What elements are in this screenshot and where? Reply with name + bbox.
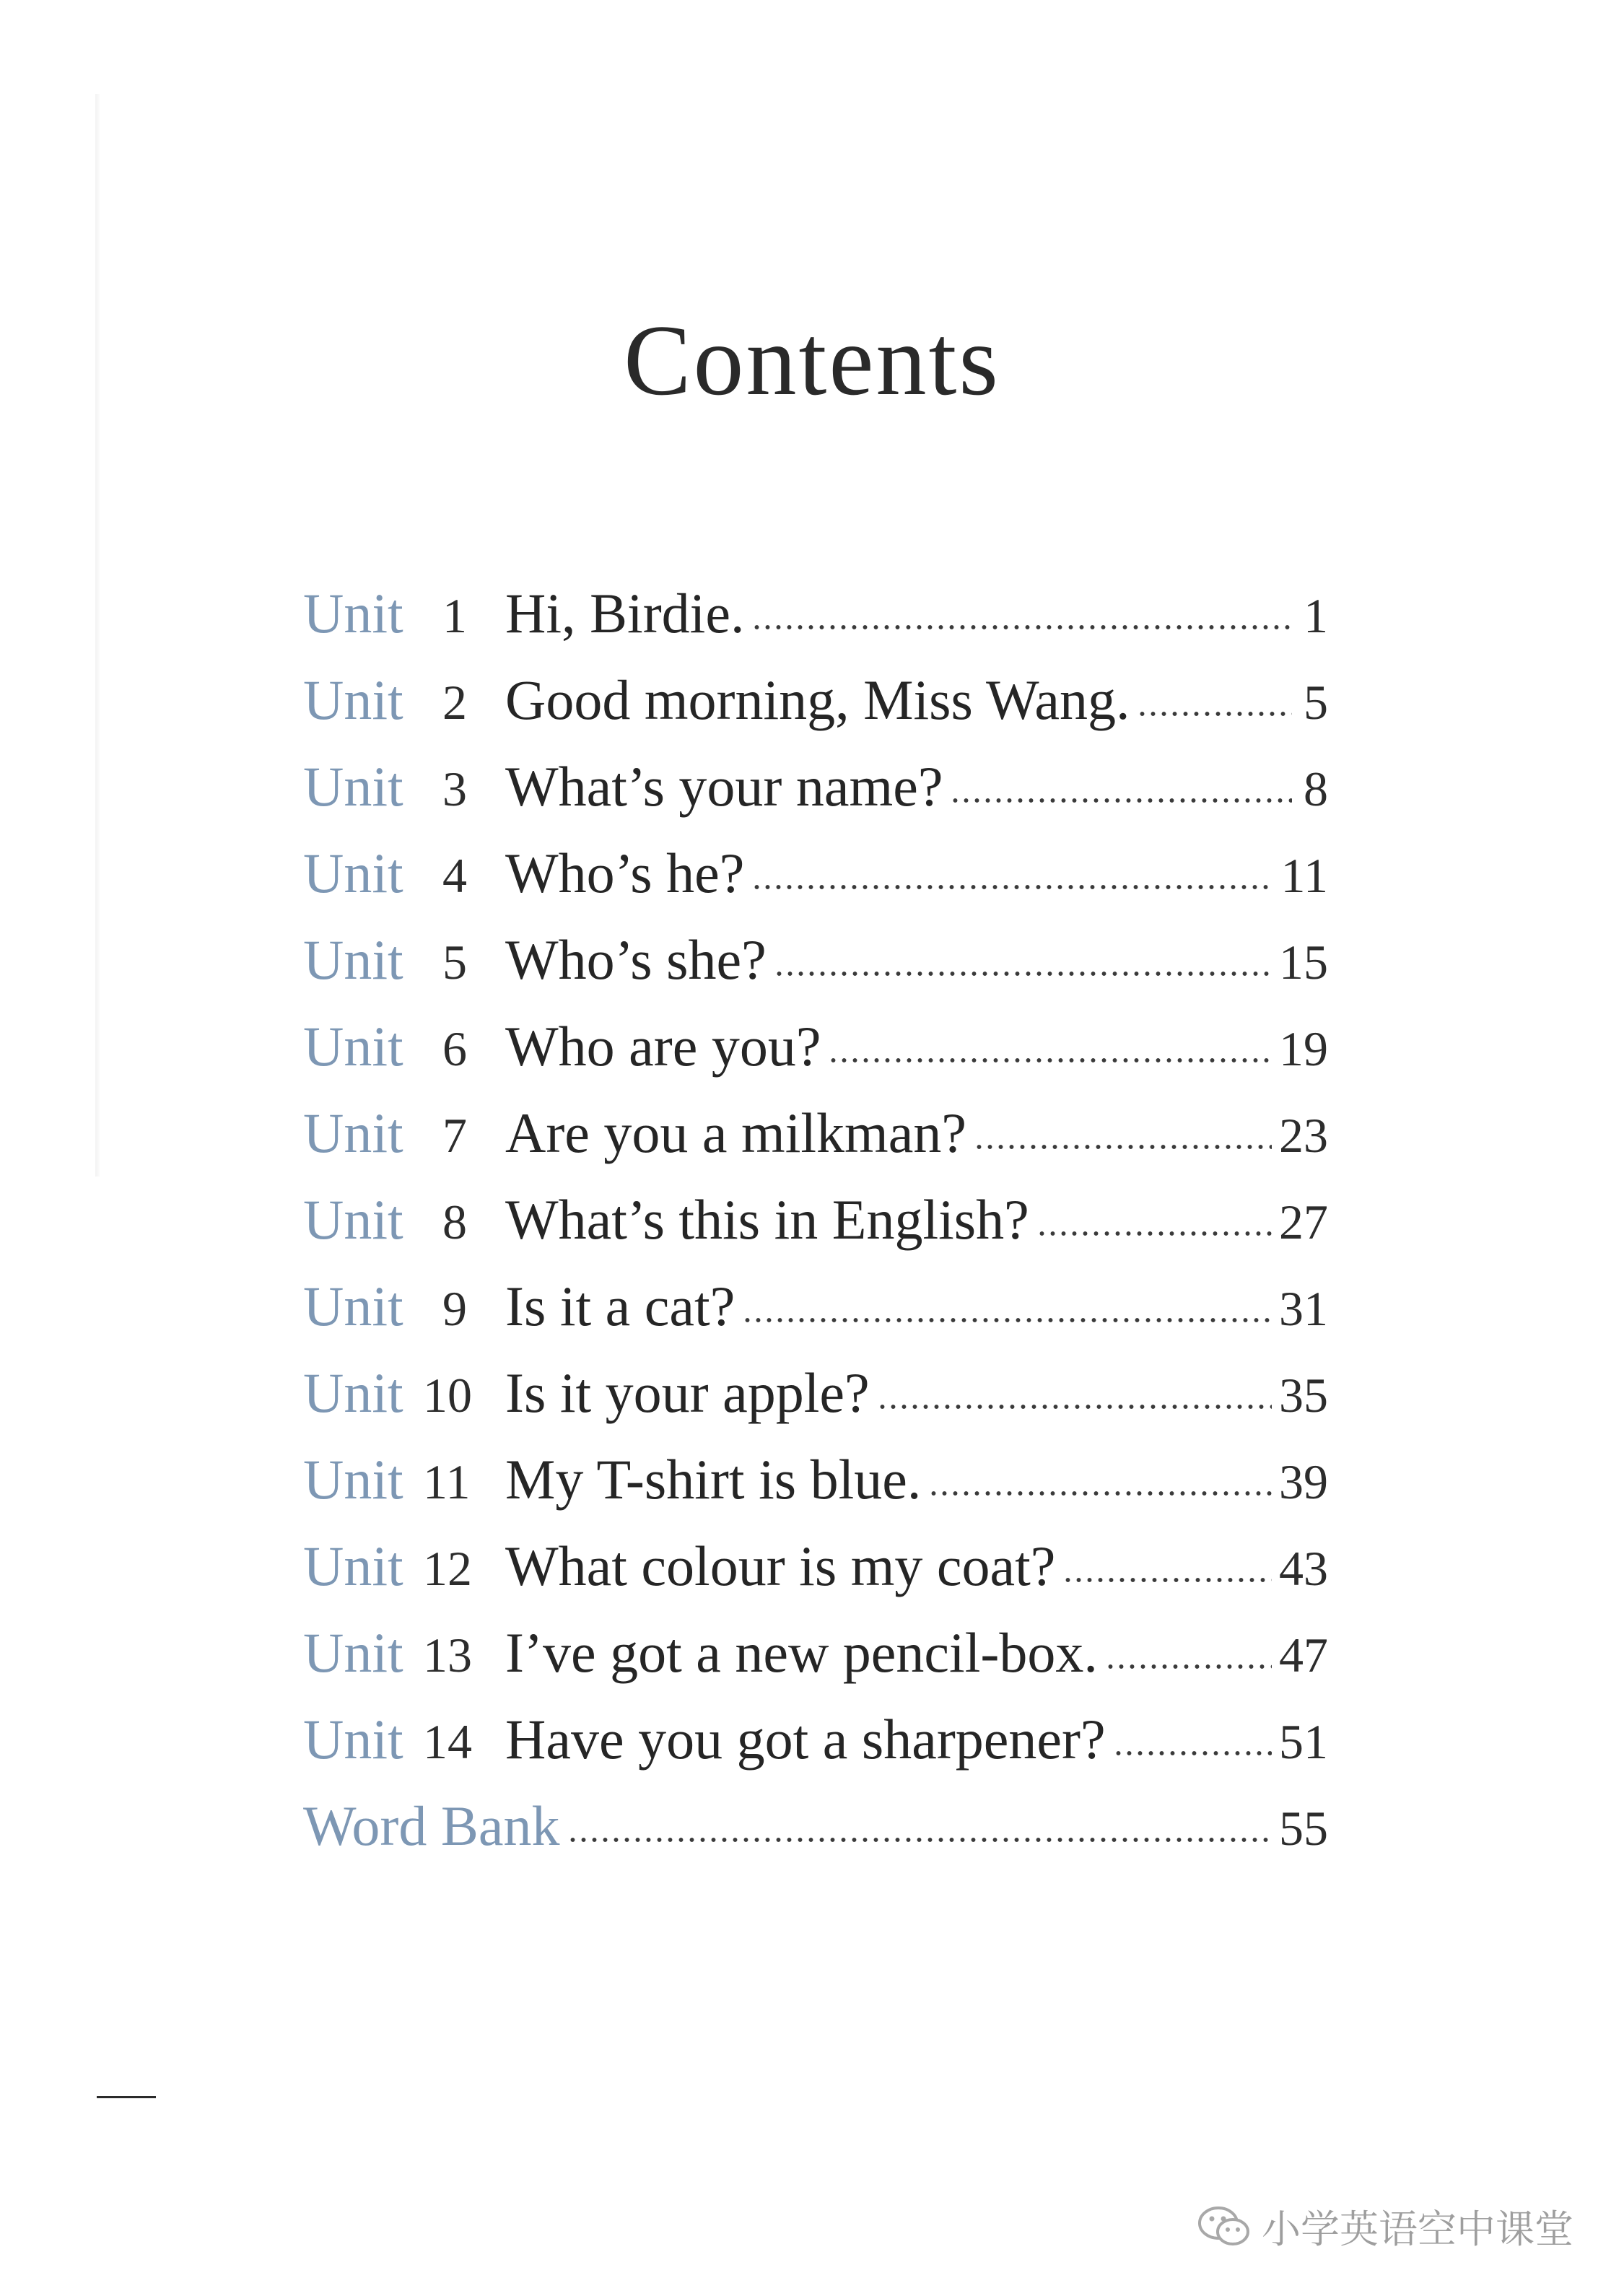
page-number: 23 [1279, 1108, 1328, 1163]
dot-leader [751, 883, 1273, 891]
toc-entry-unit-2[interactable] [303, 657, 1328, 743]
unit-number: 13 [423, 1628, 472, 1682]
dot-leader [1036, 1230, 1272, 1237]
unit-label: Unit [303, 1275, 403, 1337]
dot-leader [751, 624, 1292, 631]
unit-label: Unit [303, 582, 403, 645]
page-number: 51 [1279, 1714, 1328, 1769]
page-number: 11 [1280, 848, 1328, 903]
toc-entry-unit-7[interactable] [303, 1090, 1328, 1177]
page-number: 47 [1279, 1628, 1328, 1682]
unit-label: Unit [303, 1361, 403, 1424]
page-number: 35 [1279, 1368, 1328, 1423]
unit-number: 14 [423, 1714, 472, 1769]
dot-leader [1062, 1576, 1272, 1584]
unit-label: Unit [303, 1101, 403, 1164]
unit-label: Unit [303, 842, 403, 904]
page-number: 55 [1279, 1801, 1328, 1856]
page-number: 43 [1279, 1541, 1328, 1596]
page-number: 1 [1304, 588, 1328, 643]
wechat-icon [1197, 2204, 1252, 2249]
unit-label: Unit [303, 1015, 403, 1078]
unit-number: 1 [442, 588, 467, 643]
toc-entry-word-bank[interactable] [303, 1783, 1328, 1869]
unit-number: 7 [442, 1108, 467, 1163]
table-of-contents [303, 570, 1328, 1869]
page-edge [95, 94, 100, 1177]
page-number: 27 [1279, 1195, 1328, 1249]
toc-entry-unit-5[interactable] [303, 917, 1328, 1003]
unit-number: 12 [423, 1541, 472, 1596]
dot-leader [742, 1317, 1272, 1324]
unit-number: 2 [442, 675, 467, 730]
unit-title: What colour is my coat? [505, 1535, 1056, 1597]
unit-number: 6 [442, 1021, 467, 1076]
dot-leader [974, 1143, 1272, 1151]
page-title: Contents [624, 305, 1000, 416]
unit-label: Unit [303, 755, 403, 818]
toc-entry-unit-3[interactable] [303, 743, 1328, 830]
page-number: 19 [1279, 1021, 1328, 1076]
word-bank-label: Word Bank [303, 1794, 560, 1857]
unit-label: Unit [303, 1535, 403, 1597]
unit-number: 8 [442, 1195, 467, 1249]
unit-label: Unit [303, 928, 403, 991]
watermark-text: 小学英语空中课堂 [1262, 2206, 1573, 2252]
toc-entry-unit-13[interactable] [303, 1610, 1328, 1696]
dot-leader [1137, 710, 1292, 717]
unit-title: What’s your name? [505, 755, 943, 818]
unit-number: 4 [442, 848, 467, 903]
unit-label: Unit [303, 1708, 403, 1771]
footer-rule [97, 2096, 156, 2098]
page-number: 31 [1279, 1281, 1328, 1336]
page-number: 15 [1279, 935, 1328, 990]
unit-title: Who’s he? [505, 842, 745, 904]
unit-title: Have you got a sharpener? [505, 1708, 1106, 1771]
dot-leader [1105, 1663, 1272, 1670]
unit-number: 5 [442, 935, 467, 990]
watermark [1197, 2199, 1573, 2254]
toc-entry-unit-14[interactable] [303, 1696, 1328, 1783]
dot-leader [774, 970, 1272, 977]
toc-entry-unit-8[interactable] [303, 1177, 1328, 1263]
unit-title: Who’s she? [505, 928, 767, 991]
toc-entry-unit-6[interactable] [303, 1003, 1328, 1090]
toc-entry-unit-11[interactable] [303, 1436, 1328, 1523]
unit-title: Hi, Birdie. [505, 582, 745, 645]
unit-title: My T-shirt is blue. [505, 1448, 922, 1511]
unit-title: Are you a milkman? [505, 1101, 966, 1164]
unit-number: 11 [423, 1454, 471, 1509]
unit-title: Who are you? [505, 1015, 821, 1078]
unit-title: Good morning, Miss Wang. [505, 668, 1130, 731]
toc-entry-unit-12[interactable] [303, 1523, 1328, 1610]
unit-number: 10 [423, 1368, 472, 1423]
unit-label: Unit [303, 1621, 403, 1684]
unit-label: Unit [303, 1188, 403, 1251]
unit-title: What’s this in English? [505, 1188, 1029, 1251]
toc-entry-unit-9[interactable] [303, 1263, 1328, 1350]
unit-title: I’ve got a new pencil-box. [505, 1621, 1098, 1684]
dot-leader [877, 1403, 1272, 1410]
unit-label: Unit [303, 1448, 403, 1511]
page-number: 5 [1304, 675, 1328, 730]
unit-title: Is it your apple? [505, 1361, 870, 1424]
dot-leader [928, 1490, 1272, 1497]
dot-leader [1113, 1750, 1272, 1757]
unit-label: Unit [303, 668, 403, 731]
toc-entry-unit-4[interactable] [303, 830, 1328, 917]
dot-leader [567, 1836, 1272, 1843]
page-number: 8 [1304, 761, 1328, 816]
toc-entry-unit-1[interactable] [303, 570, 1328, 657]
unit-title: Is it a cat? [505, 1275, 735, 1337]
unit-number: 9 [442, 1281, 467, 1336]
dot-leader [828, 1057, 1272, 1064]
unit-number: 3 [442, 761, 467, 816]
toc-entry-unit-10[interactable] [303, 1350, 1328, 1436]
page-number: 39 [1279, 1454, 1328, 1509]
dot-leader [950, 797, 1292, 804]
